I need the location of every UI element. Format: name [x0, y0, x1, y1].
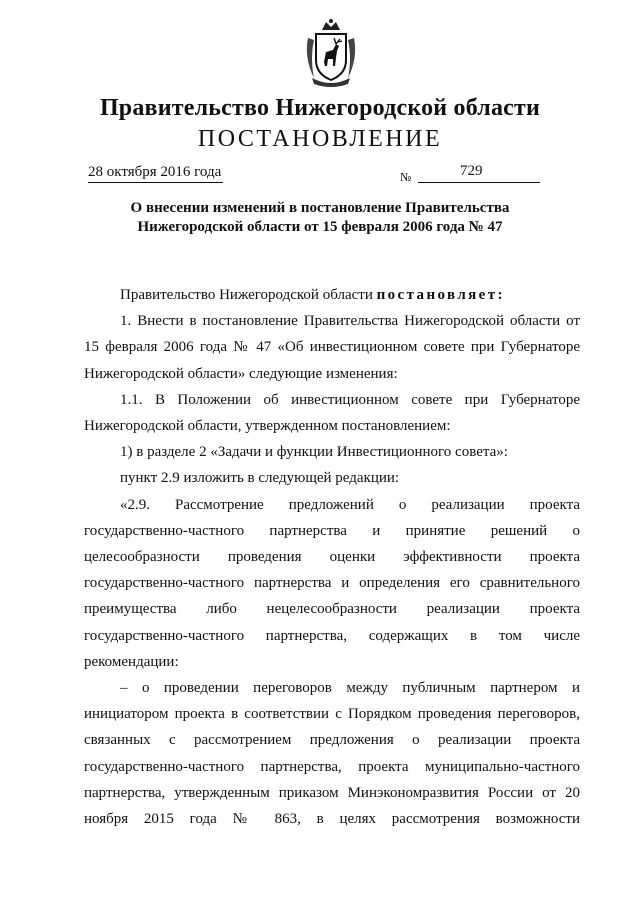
paragraph-section-2: 1) в разделе 2 «Задачи и функции Инвестиционного совета»:	[120, 444, 508, 461]
paragraph-1-1: 1.1. В Положении об инвестиционном совете при Губернаторе Нижегородской области, утвержденном постановлением:	[84, 391, 580, 435]
paragraph-point-2-9: пункт 2.9 изложить в следующей редакции:	[120, 470, 400, 487]
subject-line-2: Нижегородской области от 15 февраля 2006 года № 47	[137, 219, 503, 235]
paragraph-2-9-text: «2.9. Рассмотрение предложений о реализации проекта государственно-частного партнерства и принятие решений о целесообразности проведения оценки эффективности проекта государственно-частного партнерства и определения его сравнительного преимущества либо нецелесообразности реализации проекта государственно-частного партнерства, содержащих в том числе рекомендации:	[84, 496, 580, 670]
coat-of-arms-icon	[300, 18, 362, 88]
resolves-word: постановляет:	[376, 287, 505, 303]
government-title: Правительство Нижегородской области	[99, 95, 541, 121]
document-date: 28 октября 2016 года	[88, 164, 223, 183]
paragraph-1: 1. Внести в постановление Правительства Нижегородской области от 15 февраля 2006 года № 47 «Об инвестиционном совете при Губернаторе Нижегородской области» следующие изменения:	[84, 313, 580, 382]
document-body	[84, 282, 580, 832]
resolution-intro	[84, 282, 580, 308]
document-type: ПОСТАНОВЛЕНИЕ	[197, 126, 443, 152]
intro-text: Правительство Нижегородской области	[120, 287, 377, 303]
number-sign: №	[400, 170, 412, 184]
paragraph-negotiations: – о проведении переговоров между публичным партнером и инициатором проекта в соответствии с Порядком проведения переговоров, связанных с рассмотрением предложения о реализации проекта государственно-частного партнерства, проекта муниципально-частного партнерства, утвержденным приказом Минэкономразвития России от 20 ноября 2015 года № 863, в целях рассмотрения возможности	[84, 680, 580, 828]
document-subject	[60, 199, 580, 237]
number-underline	[418, 182, 540, 183]
document-number	[400, 164, 550, 184]
number-value: 729	[460, 163, 483, 179]
subject-line-1: О внесении изменений в постановление Правительства	[130, 200, 510, 216]
